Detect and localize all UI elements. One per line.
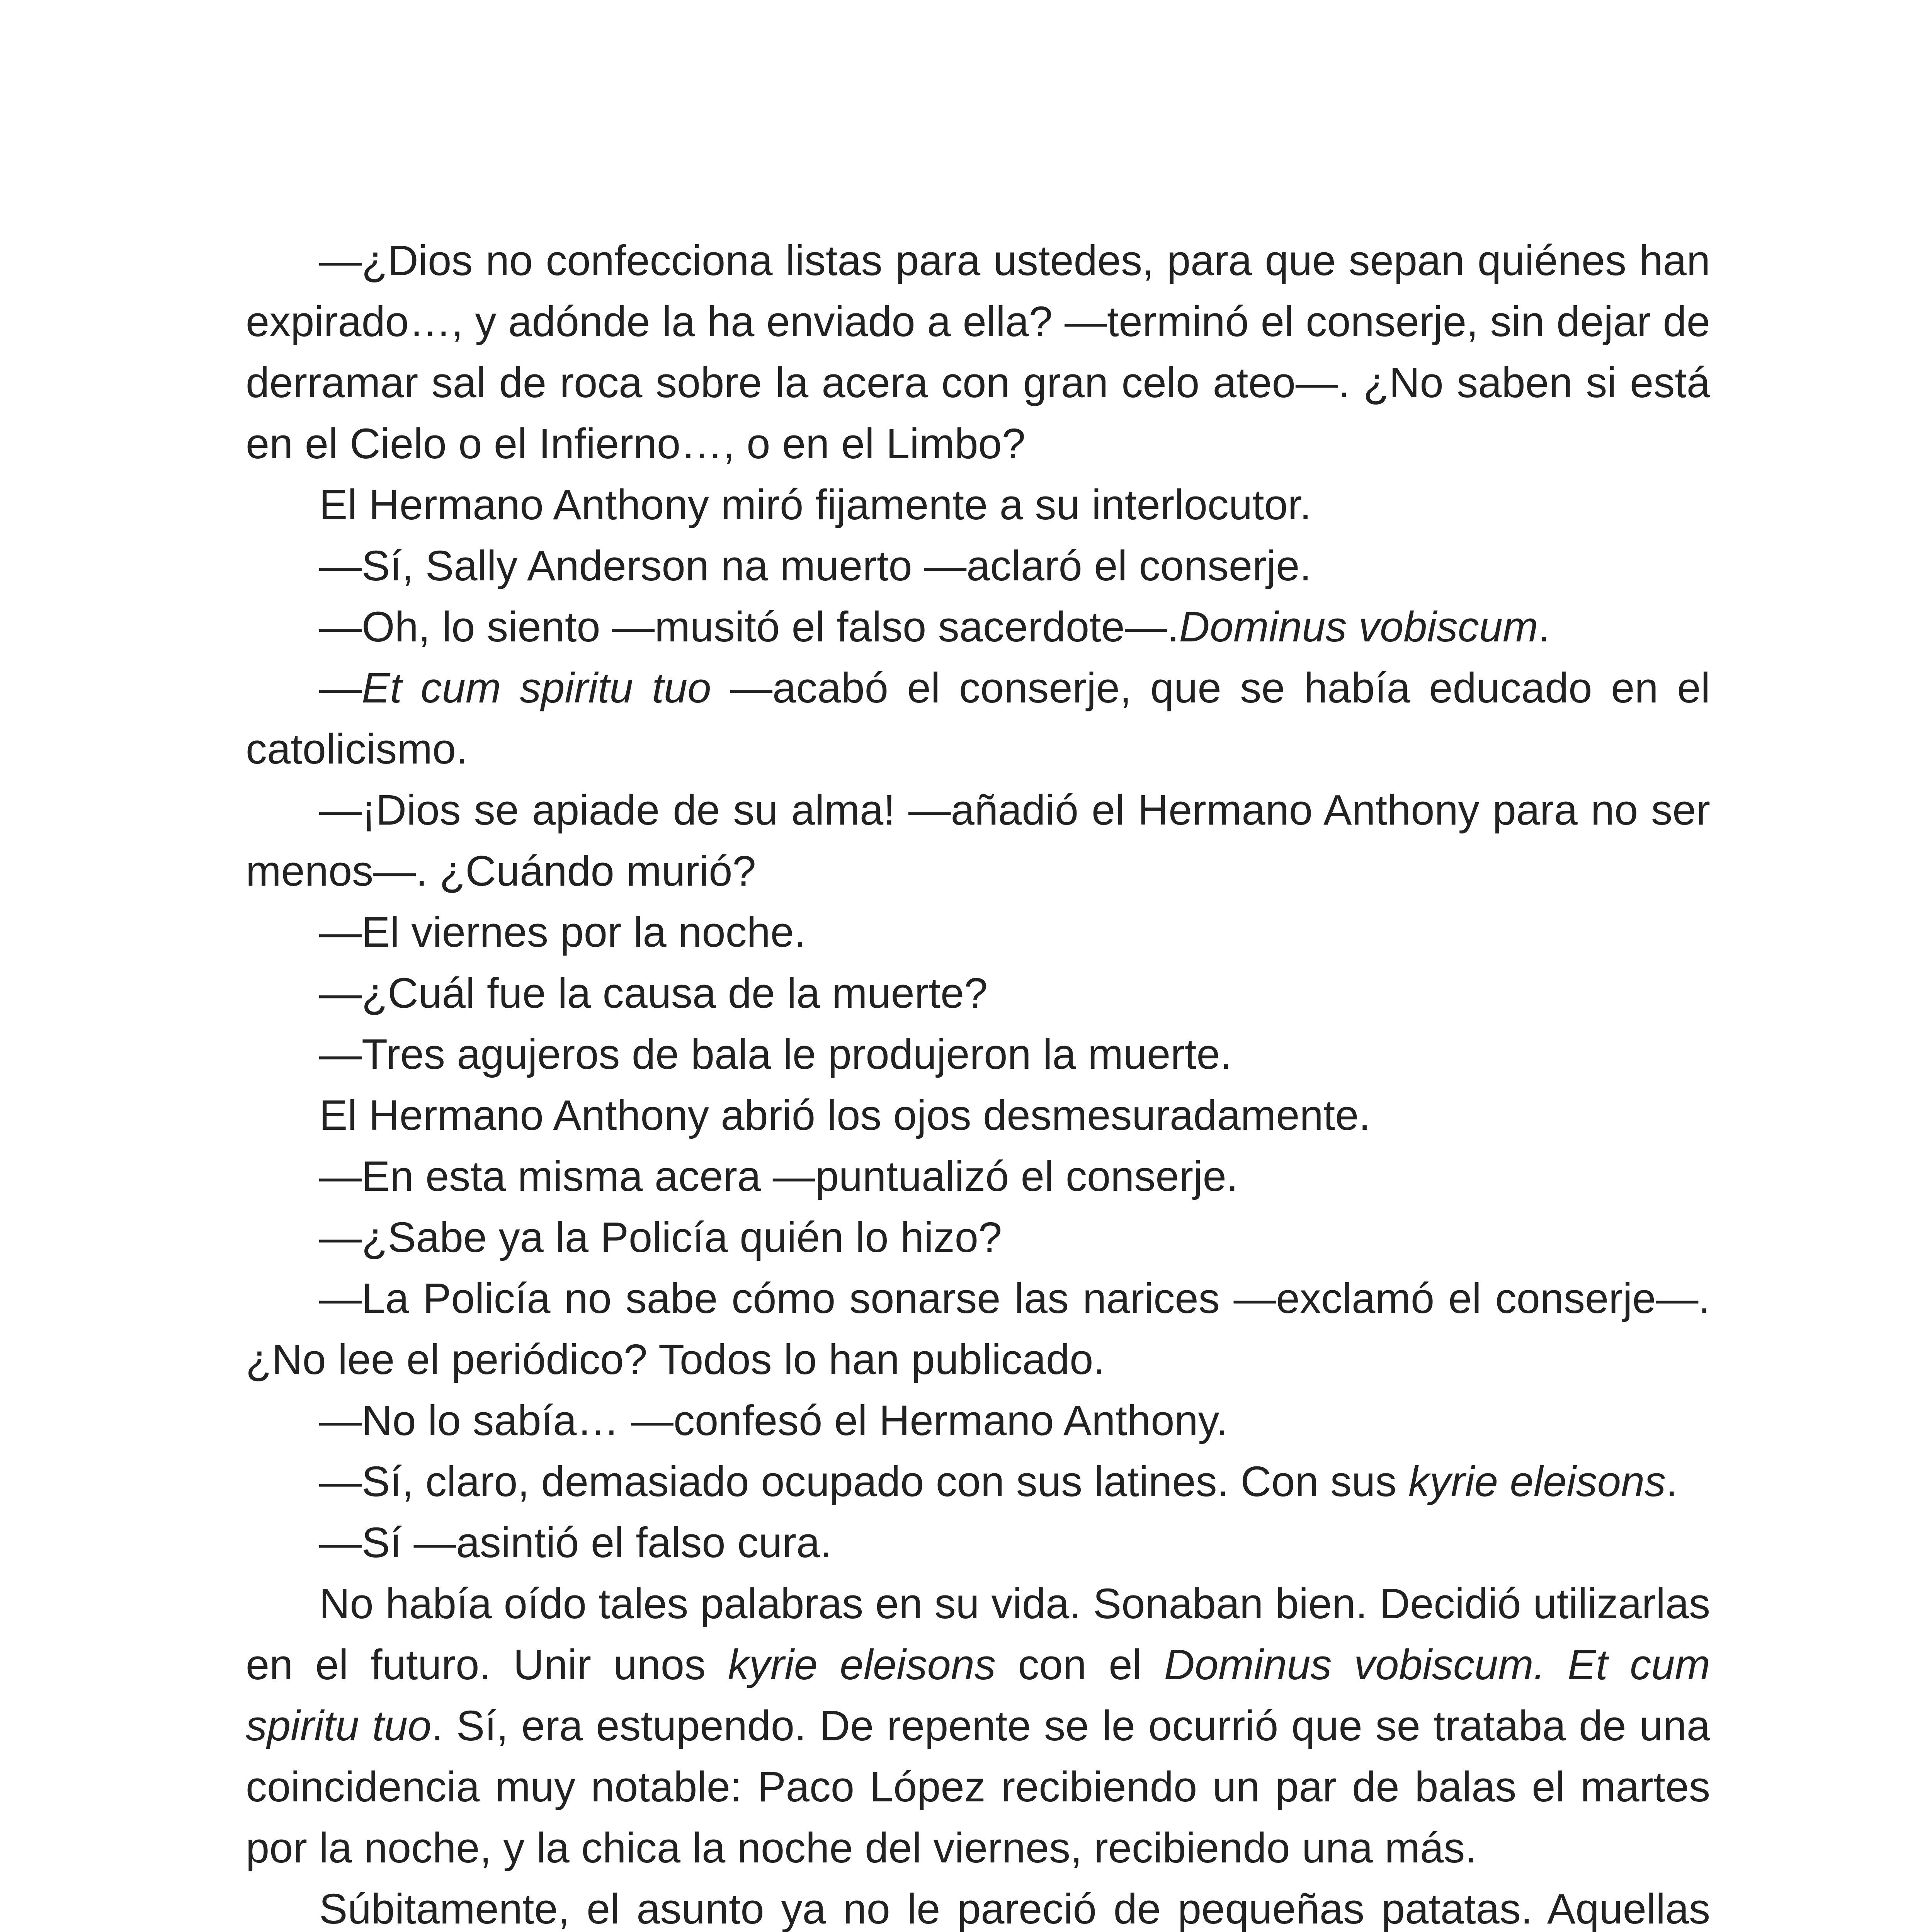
paragraph (246, 1512, 1710, 1573)
text-span: Súbitamente, el asunto ya no le pareció de pequeñas patatas. Aquellas (319, 1885, 1710, 1932)
text-span: — (319, 664, 362, 712)
paragraph (246, 780, 1710, 902)
text-span: —En esta misma acera —puntualizó el conserje. (319, 1153, 1238, 1200)
paragraph (246, 1146, 1710, 1207)
text-span: —Sí, claro, demasiado ocupado con sus latines. Con sus (319, 1458, 1408, 1505)
text-span: —No lo sabía… —confesó el Hermano Anthony. (319, 1397, 1228, 1444)
italic-text: Dominus vobiscum. Et cum spiritu tuo (246, 1641, 1711, 1750)
paragraph (246, 597, 1710, 658)
italic-text: kyrie eleisons (728, 1641, 996, 1689)
text-span: —Tres agujeros de bala le produjeron la muerte. (319, 1031, 1232, 1078)
text-span: —La Policía no sabe cómo sonarse las narices —exclamó el conserje—. ¿No lee el periódico? Todos lo han publicado. (246, 1275, 1710, 1383)
text-span: con el (995, 1641, 1164, 1689)
italic-text: Et cum spiritu tuo (362, 664, 711, 712)
paragraph (246, 963, 1710, 1024)
paragraph (246, 230, 1710, 474)
paragraph (246, 1024, 1710, 1085)
paragraph (246, 1573, 1710, 1879)
text-span: . (1538, 603, 1550, 651)
paragraph (246, 658, 1710, 780)
text-span: —Oh, lo siento —musitó el falso sacerdote—. (319, 603, 1179, 651)
text-span: . (1666, 1458, 1678, 1505)
paragraph (246, 474, 1710, 536)
text-span: —El viernes por la noche. (319, 908, 806, 956)
text-span: —¿Sabe ya la Policía quién lo hizo? (319, 1214, 1002, 1261)
italic-text: kyrie eleisons (1408, 1458, 1666, 1505)
paragraph (246, 1085, 1710, 1146)
text-span: —acabó el conserje, que se había educado en el catolicismo. (246, 664, 1710, 773)
paragraph (246, 536, 1710, 597)
paragraph (246, 1879, 1710, 1932)
text-span: El Hermano Anthony abrió los ojos desmesuradamente. (319, 1092, 1371, 1139)
text-span: —Sí —asintió el falso cura. (319, 1519, 832, 1566)
text-span: —¿Cuál fue la causa de la muerte? (319, 969, 988, 1017)
body-text (246, 230, 1710, 1932)
paragraph (246, 902, 1710, 963)
text-span: —¡Dios se apiade de su alma! —añadió el Hermano Anthony para no ser menos—. ¿Cuándo murió? (246, 786, 1710, 895)
text-span: El Hermano Anthony miró fijamente a su interlocutor. (319, 481, 1311, 529)
paragraph (246, 1268, 1710, 1390)
text-span: —¿Dios no confecciona listas para ustedes, para que sepan quiénes han expirado…, y adónde la ha enviado a ella? —terminó el conserje, sin dejar de derramar sal de roca sobre la acera con gran celo ateo—. ¿No saben si está en el Cielo o el Infierno…, o en el Limbo? (246, 237, 1710, 468)
paragraph (246, 1207, 1710, 1268)
text-span: . Sí, era estupendo. De repente se le ocurrió que se trataba de una coincidencia muy notable: Paco López recibiendo un par de balas el martes por la noche, y la chica la noche del viernes, recibiendo una más. (246, 1702, 1710, 1872)
text-span: No había oído tales palabras en su vida. Sonaban bien. Decidió utilizarlas en el futuro. Unir unos (246, 1580, 1710, 1689)
text-span: —Sí, Sally Anderson na muerto —aclaró el conserje. (319, 542, 1311, 590)
paragraph (246, 1451, 1710, 1512)
italic-text: Dominus vobiscum (1179, 603, 1538, 651)
paragraph (246, 1390, 1710, 1451)
